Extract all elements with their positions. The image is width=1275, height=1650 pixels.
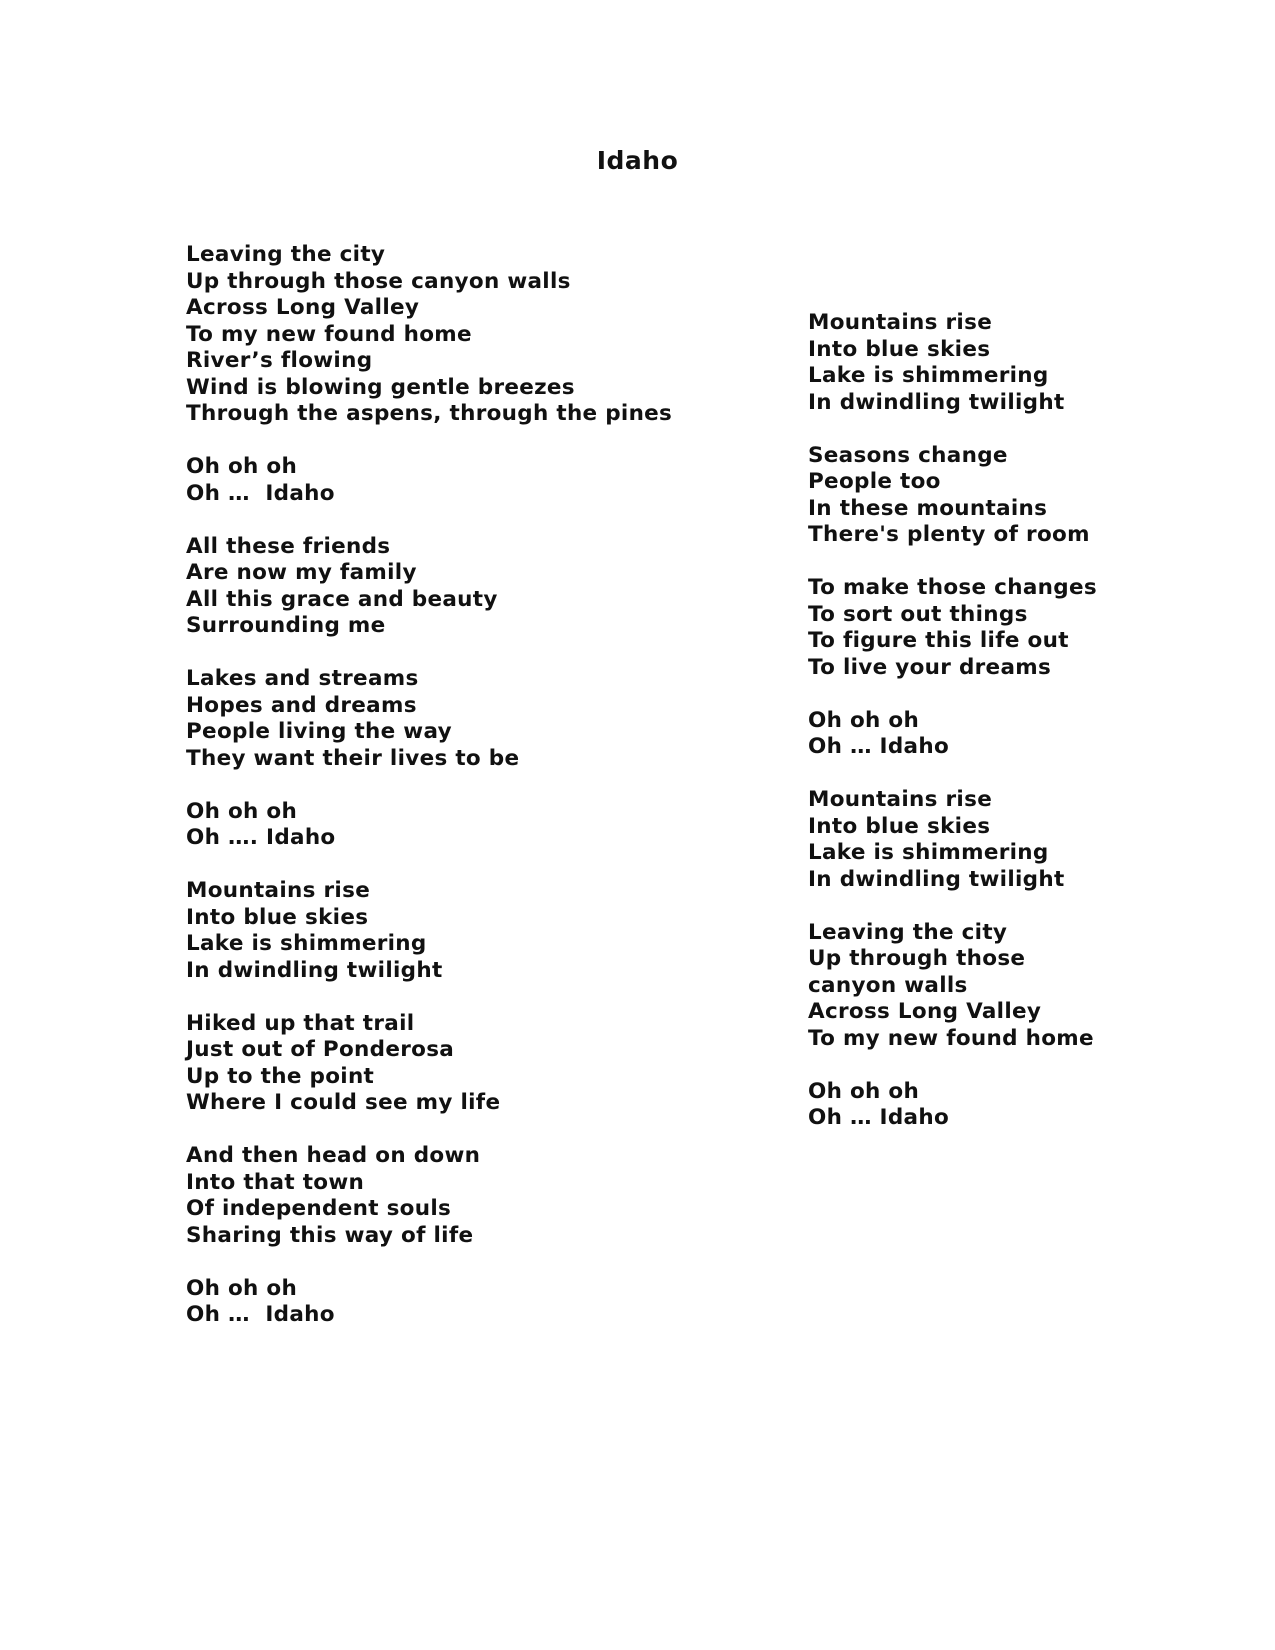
lyric-line: Oh oh oh xyxy=(186,1275,298,1301)
stanza xyxy=(808,708,1108,761)
lyric-line: Up through those canyon walls xyxy=(186,268,571,294)
lyric-line: Wind is blowing gentle breezes xyxy=(186,374,575,400)
stanza xyxy=(186,454,686,507)
lyric-line: Surrounding me xyxy=(186,613,386,638)
stanza xyxy=(186,1276,686,1329)
lyrics-right-column xyxy=(808,310,1108,1158)
lyric-line: Where I could see my life xyxy=(186,1090,501,1115)
lyric-line: Lakes and streams xyxy=(186,666,419,691)
lyric-line: Oh …. Idaho xyxy=(186,825,336,850)
lyric-line: In these mountains xyxy=(808,495,1048,521)
lyric-line: Hiked up that trail xyxy=(186,1010,415,1036)
stanza xyxy=(808,1079,1108,1132)
lyric-line: Oh oh oh xyxy=(186,798,298,824)
lyric-line: In dwindling twilight xyxy=(186,957,443,983)
lyric-line: To figure this life out xyxy=(808,628,1069,653)
lyrics-left-column xyxy=(186,242,686,1355)
lyric-line: Into blue skies xyxy=(186,904,369,930)
lyric-line: To my new found home xyxy=(808,1025,1094,1051)
lyric-line: Leaving the city xyxy=(186,242,386,267)
lyric-line: Up through those canyon walls xyxy=(808,946,1034,998)
lyric-line: Oh … Idaho xyxy=(186,480,335,506)
lyric-line: Into blue skies xyxy=(808,813,991,839)
lyric-line: Hopes and dreams xyxy=(186,692,417,718)
stanza xyxy=(808,920,1108,1053)
lyric-line: Oh … Idaho xyxy=(808,1105,950,1130)
lyric-line: Sharing this way of life xyxy=(186,1222,474,1248)
page-title: Idaho xyxy=(596,146,679,175)
stanza xyxy=(808,575,1108,681)
lyric-line: Oh … Idaho xyxy=(186,1302,335,1327)
lyric-line: Oh … Idaho xyxy=(808,734,950,759)
stanza xyxy=(808,310,1108,416)
lyric-line: Mountains rise xyxy=(808,310,993,335)
lyric-line: There's plenty of room xyxy=(808,522,1090,547)
lyric-line: Lake is shimmering xyxy=(808,840,1049,865)
lyric-line: Just out of Ponderosa xyxy=(186,1037,455,1062)
lyric-line: Leaving the city xyxy=(808,919,1008,945)
stanza xyxy=(808,787,1108,893)
lyric-line: Across Long Valley xyxy=(808,999,1042,1024)
lyric-line: People living the way xyxy=(186,719,452,744)
lyric-line: Through the aspens, through the pines xyxy=(186,401,673,426)
lyric-line: Across Long Valley xyxy=(186,295,420,320)
stanza xyxy=(186,242,686,428)
lyric-line: Up to the point xyxy=(186,1063,375,1089)
lyric-line: Lake is shimmering xyxy=(186,931,427,956)
lyric-line: Into that town xyxy=(186,1169,365,1195)
lyric-line: To my new found home xyxy=(186,321,472,347)
lyric-line: Mountains rise xyxy=(808,787,993,812)
lyric-line: People too xyxy=(808,469,941,494)
stanza xyxy=(186,666,686,772)
lyric-line: Lake is shimmering xyxy=(808,363,1049,388)
lyric-line: Oh oh oh xyxy=(186,454,298,479)
lyric-line: And then head on down xyxy=(186,1143,481,1168)
lyric-line: River’s flowing xyxy=(186,348,373,373)
stanza xyxy=(186,878,686,984)
stanza xyxy=(186,799,686,852)
lyric-line: Of independent souls xyxy=(186,1196,452,1221)
lyric-line: Are now my family xyxy=(186,560,417,585)
lyric-line: Seasons change xyxy=(808,442,1008,468)
lyric-line: Oh oh oh xyxy=(808,1078,920,1104)
lyric-line: All these friends xyxy=(186,533,391,559)
lyric-line: All this grace and beauty xyxy=(186,586,498,612)
stanza xyxy=(186,1011,686,1117)
lyric-line: They want their lives to be xyxy=(186,745,520,771)
lyric-line: To make those changes xyxy=(808,575,1097,600)
lyric-line: Mountains rise xyxy=(186,878,371,903)
lyric-line: In dwindling twilight xyxy=(808,866,1065,892)
lyric-line: To live your dreams xyxy=(808,654,1052,680)
stanza xyxy=(186,1143,686,1249)
lyric-line: Into blue skies xyxy=(808,336,991,362)
lyric-line: Oh oh oh xyxy=(808,707,920,733)
stanza xyxy=(808,443,1108,549)
stanza xyxy=(186,534,686,640)
lyric-line: To sort out things xyxy=(808,601,1028,627)
lyric-line: In dwindling twilight xyxy=(808,389,1065,415)
